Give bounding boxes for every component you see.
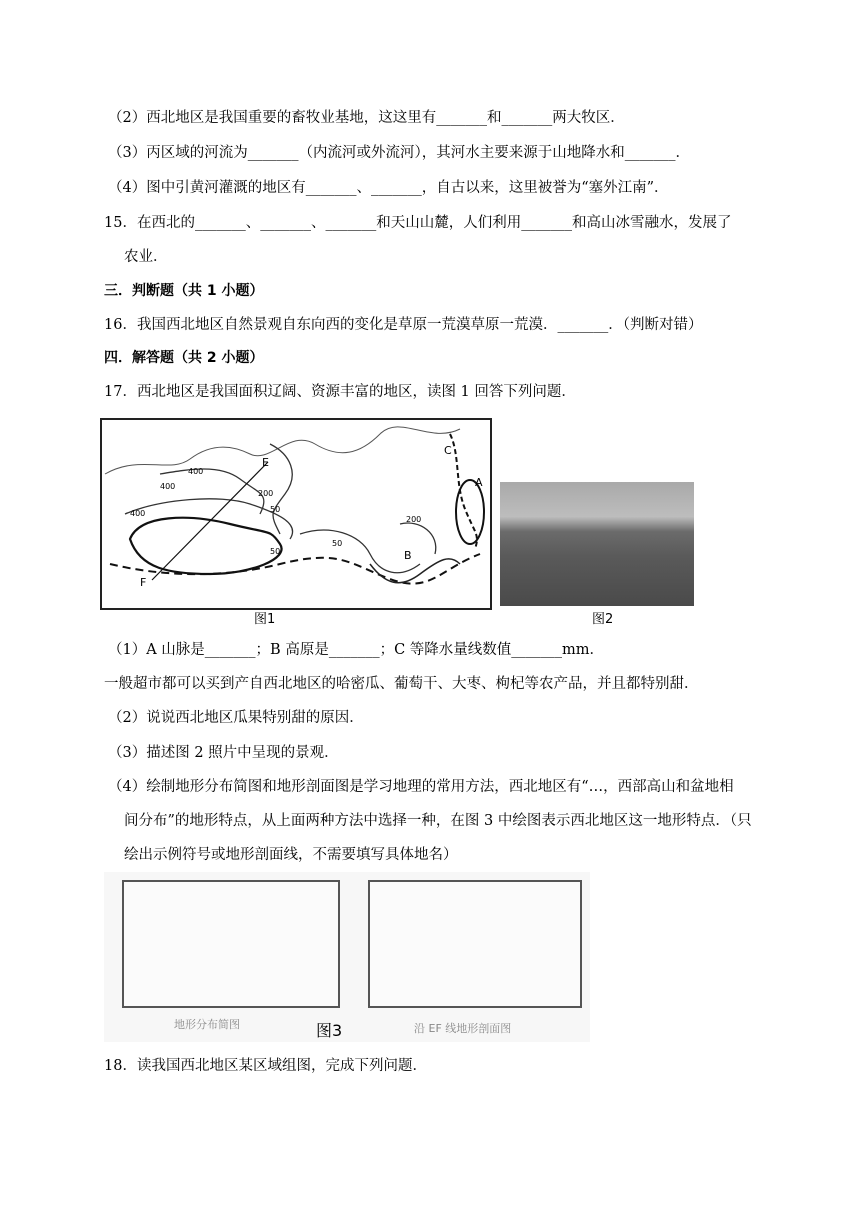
label-F: F (140, 576, 147, 589)
q17-sub4-line1: （4）绘制地形分布简图和地形剖面图是学习地理的常用方法，西北地区有“…，西部高山和盆地相 (108, 779, 734, 795)
section-4-title: 四．解答题（共 2 小题） (104, 350, 264, 366)
figure-2-caption: 图2 (592, 612, 614, 627)
figure-3-box2-label: 沿 EF 线地形剖面图 (414, 1022, 512, 1035)
q15-line2: 农业． (124, 249, 168, 265)
q18-stem: 18．读我国西北地区某区域组图，完成下列问题． (104, 1058, 427, 1074)
figure-3-box-terrain-map (122, 880, 340, 1008)
q14-sub2: （2）西北地区是我国重要的畜牧业基地，这这里有_______和_______两大牧区． (108, 110, 625, 126)
figure-2-photo (500, 482, 694, 606)
q17-sub2: （2）说说西北地区瓜果特别甜的原因． (108, 710, 364, 726)
label-400a: 400 (160, 482, 176, 491)
q17-sub4-line3: 绘出示例符号或地形剖面线，不需要填写具体地名） (124, 847, 458, 863)
q17-note: 一般超市都可以买到产自西北地区的哈密瓜、葡萄干、大枣、枸杞等农产品，并且都特别甜． (104, 676, 699, 692)
label-400c: 400 (130, 509, 146, 518)
label-400b: 400 (188, 467, 204, 476)
q15-line1: 15．在西北的_______、_______、_______和天山山麓，人们利用_______和高山冰雪融水，发展了 (104, 215, 732, 231)
label-200b: 200 (406, 515, 422, 524)
section-3-title: 三．判断题（共 1 小题） (104, 283, 264, 299)
label-50a: 50 (270, 505, 281, 514)
figure-3-caption: 图3 (316, 1021, 343, 1040)
q17-stem: 17．西北地区是我国面积辽阔、资源丰富的地区，读图 1 回答下列问题． (104, 384, 576, 400)
figure-3-box1-label: 地形分布简图 (174, 1018, 240, 1031)
q16-text: 16．我国西北地区自然景观自东向西的变化是草原一荒漠草原一荒漠．_______．（判断对错） (104, 317, 703, 333)
q17-sub1: （1）A 山脉是_______；B 高原是_______；C 等降水量线数值_______mm． (108, 642, 605, 658)
label-B: B (404, 549, 412, 562)
q14-sub3: （3）丙区域的河流为_______（内流河或外流河），其河水主要来源于山地降水和_______． (108, 145, 690, 161)
figure-3-box-profile (368, 880, 582, 1008)
q17-sub3: （3）描述图 2 照片中呈现的景观． (108, 745, 339, 761)
map-svg (100, 414, 498, 616)
label-50c: 50 (332, 539, 343, 548)
q14-sub4: （4）图中引黄河灌溉的地区有_______、_______，自古以来，这里被誉为“塞外江南”． (108, 180, 669, 196)
figure-1-caption: 图1 (254, 612, 276, 627)
label-200a: 200 (258, 489, 274, 498)
figure-3 (104, 872, 590, 1042)
label-C: C (444, 444, 452, 457)
figure-1-map (100, 414, 498, 616)
label-E: E (262, 456, 269, 469)
label-A: A (475, 476, 483, 489)
q17-sub4-line2: 间分布”的地形特点，从上面两种方法中选择一种，在图 3 中绘图表示西北地区这一地形特点．（只 (124, 813, 752, 829)
label-50b: 50 (270, 547, 281, 556)
